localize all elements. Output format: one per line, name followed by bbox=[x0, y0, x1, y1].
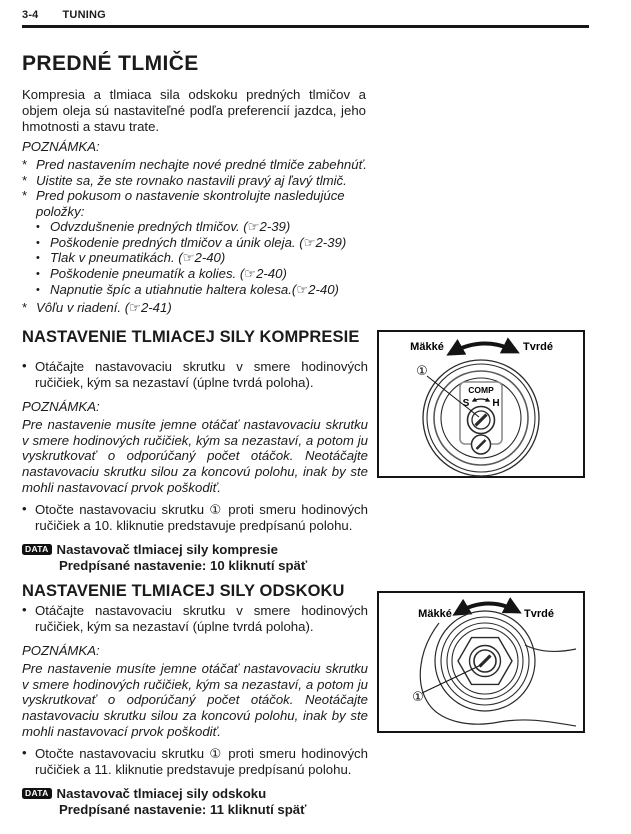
soft-label: Mäkké bbox=[410, 341, 444, 353]
data-badge: DATA bbox=[22, 544, 52, 555]
figure-compression bbox=[377, 330, 585, 478]
note-text: Tlak v pneumatikách. (☞2-40) bbox=[50, 250, 226, 266]
step-item bbox=[22, 502, 368, 534]
note-text: Pred pokusom o nastavenie skontrolujte nasledujúce položky: bbox=[36, 188, 345, 219]
note-text: Poškodenie pneumatík a kolies. (☞2-40) bbox=[50, 266, 287, 282]
bullet-marker: • bbox=[22, 601, 27, 617]
figure-rebound bbox=[377, 591, 585, 733]
note-item bbox=[36, 266, 380, 282]
bullet-marker: • bbox=[22, 745, 27, 761]
compression-adjuster-drawing bbox=[377, 330, 585, 478]
data-box bbox=[22, 542, 368, 575]
note-item bbox=[36, 282, 380, 298]
comp-label: COMP bbox=[468, 385, 494, 395]
note-label: POZNÁMKA: bbox=[22, 139, 100, 154]
data-setting: Predpísané nastavenie: 10 kliknutí späť bbox=[59, 558, 308, 574]
data-title: Nastavovač tlmiacej sily kompresie bbox=[56, 541, 278, 557]
hard-label: Tvrdé bbox=[524, 608, 554, 620]
note-label: POZNÁMKA: bbox=[22, 642, 100, 658]
step-item bbox=[22, 359, 368, 391]
note-item bbox=[36, 219, 380, 235]
note-text: Vôľu v riadení. (☞2-41) bbox=[36, 300, 172, 316]
data-title: Nastavovač tlmiacej sily odskoku bbox=[56, 785, 267, 801]
note-label: POZNÁMKA: bbox=[22, 398, 100, 414]
note-item bbox=[36, 235, 380, 251]
soft-letter: S bbox=[462, 398, 470, 409]
section-compression bbox=[22, 330, 368, 575]
section-heading: NASTAVENIE TLMIACEJ SILY KOMPRESIE bbox=[22, 328, 360, 346]
note-item bbox=[22, 173, 380, 189]
note-marker: • bbox=[36, 252, 40, 265]
step-text: Otáčajte nastavovaciu skrutku v smere hodinových ručičiek, kým sa nezastaví (úplne tvrdá poloha). bbox=[35, 358, 368, 390]
bullet-marker: • bbox=[22, 357, 27, 373]
note-marker: * bbox=[22, 188, 28, 204]
note-paragraph: Pre nastavenie musíte jemne otáčať nastavovaciu skrutku v smere hodinových ručičiek, kým sa nezastaví, a potom ju vyskrutkovať o odporúčaný počet otáčok. Neotáčajte nastavovaciu skrutku silou za koncovú polohu, inak by ste mohli nastavovací prvok poškodiť. bbox=[22, 660, 368, 740]
page-title: PREDNÉ TLMIČE bbox=[22, 52, 199, 75]
note-marker: • bbox=[36, 283, 40, 296]
note-paragraph: Pre nastavenie musíte jemne otáčať nastavovaciu skrutku v smere hodinových ručičiek, kým sa nezastaví, a potom ju vyskrutkovať o odporúčaný počet otáčok. Neotáčajte nastavovaciu skrutku silou za koncovú polohu, inak by ste mohli nastavovací prvok poškodiť. bbox=[22, 416, 368, 496]
step-text: Otočte nastavovaciu skrutku ① proti smeru hodinových ručičiek a 10. kliknutie predstavuje predpísanú polohu. bbox=[35, 502, 368, 534]
chapter-title: TUNING bbox=[62, 9, 106, 21]
soft-label: Mäkké bbox=[418, 608, 452, 620]
intro-paragraph: Kompresia a tlmiaca sila odskoku predných tlmičov a objem oleja sú nastaviteľné podľa preferencií jazdca, jeho hmotnosti a stavu trate. bbox=[22, 87, 366, 134]
note-block bbox=[22, 139, 380, 316]
note-marker: * bbox=[22, 300, 28, 316]
note-item bbox=[22, 300, 380, 316]
hard-letter: H bbox=[492, 398, 500, 409]
section-rebound bbox=[22, 584, 368, 819]
step-item bbox=[22, 603, 368, 635]
note-marker: * bbox=[22, 172, 28, 188]
page-header bbox=[22, 9, 609, 21]
data-setting: Predpísané nastavenie: 11 kliknutí späť bbox=[59, 802, 307, 818]
note-text: Poškodenie predných tlmičov a únik oleja. (☞2-39) bbox=[50, 234, 347, 250]
note-marker: * bbox=[22, 156, 28, 172]
callout-1: ① bbox=[416, 364, 428, 379]
header-rule bbox=[22, 25, 589, 28]
note-text: Napnutie špíc a utiahnutie haltera kolesa.(☞2-40) bbox=[50, 281, 339, 297]
data-badge: DATA bbox=[22, 788, 52, 799]
step-text: Otočte nastavovaciu skrutku ① proti smeru hodinových ručičiek a 11. kliknutie predstavuje predpísanú polohu. bbox=[35, 746, 368, 778]
note-item bbox=[36, 250, 380, 266]
note-marker: • bbox=[36, 221, 40, 234]
note-marker: • bbox=[36, 268, 40, 281]
bullet-marker: • bbox=[22, 501, 27, 517]
note-text: Uistite sa, že ste rovnako nastavili pravý aj ľavý tlmič. bbox=[36, 172, 347, 188]
note-item bbox=[22, 157, 380, 173]
page-number: 3-4 bbox=[22, 9, 39, 21]
callout-1: ① bbox=[412, 690, 424, 705]
section-heading: NASTAVENIE TLMIACEJ SILY ODSKOKU bbox=[22, 582, 345, 600]
step-item bbox=[22, 746, 368, 778]
data-box bbox=[22, 786, 368, 819]
rebound-adjuster-drawing bbox=[377, 591, 585, 733]
note-marker: • bbox=[36, 236, 40, 249]
hard-label: Tvrdé bbox=[523, 341, 553, 353]
note-text: Pred nastavením nechajte nové predné tlmiče zabehnúť. bbox=[36, 156, 367, 172]
note-list bbox=[22, 157, 380, 316]
note-text: Odvzdušnenie predných tlmičov. (☞2-39) bbox=[50, 219, 291, 235]
step-text: Otáčajte nastavovaciu skrutku v smere hodinových ručičiek, kým sa nezastaví (úplne tvrdá poloha). bbox=[35, 602, 368, 634]
note-item bbox=[22, 188, 380, 219]
